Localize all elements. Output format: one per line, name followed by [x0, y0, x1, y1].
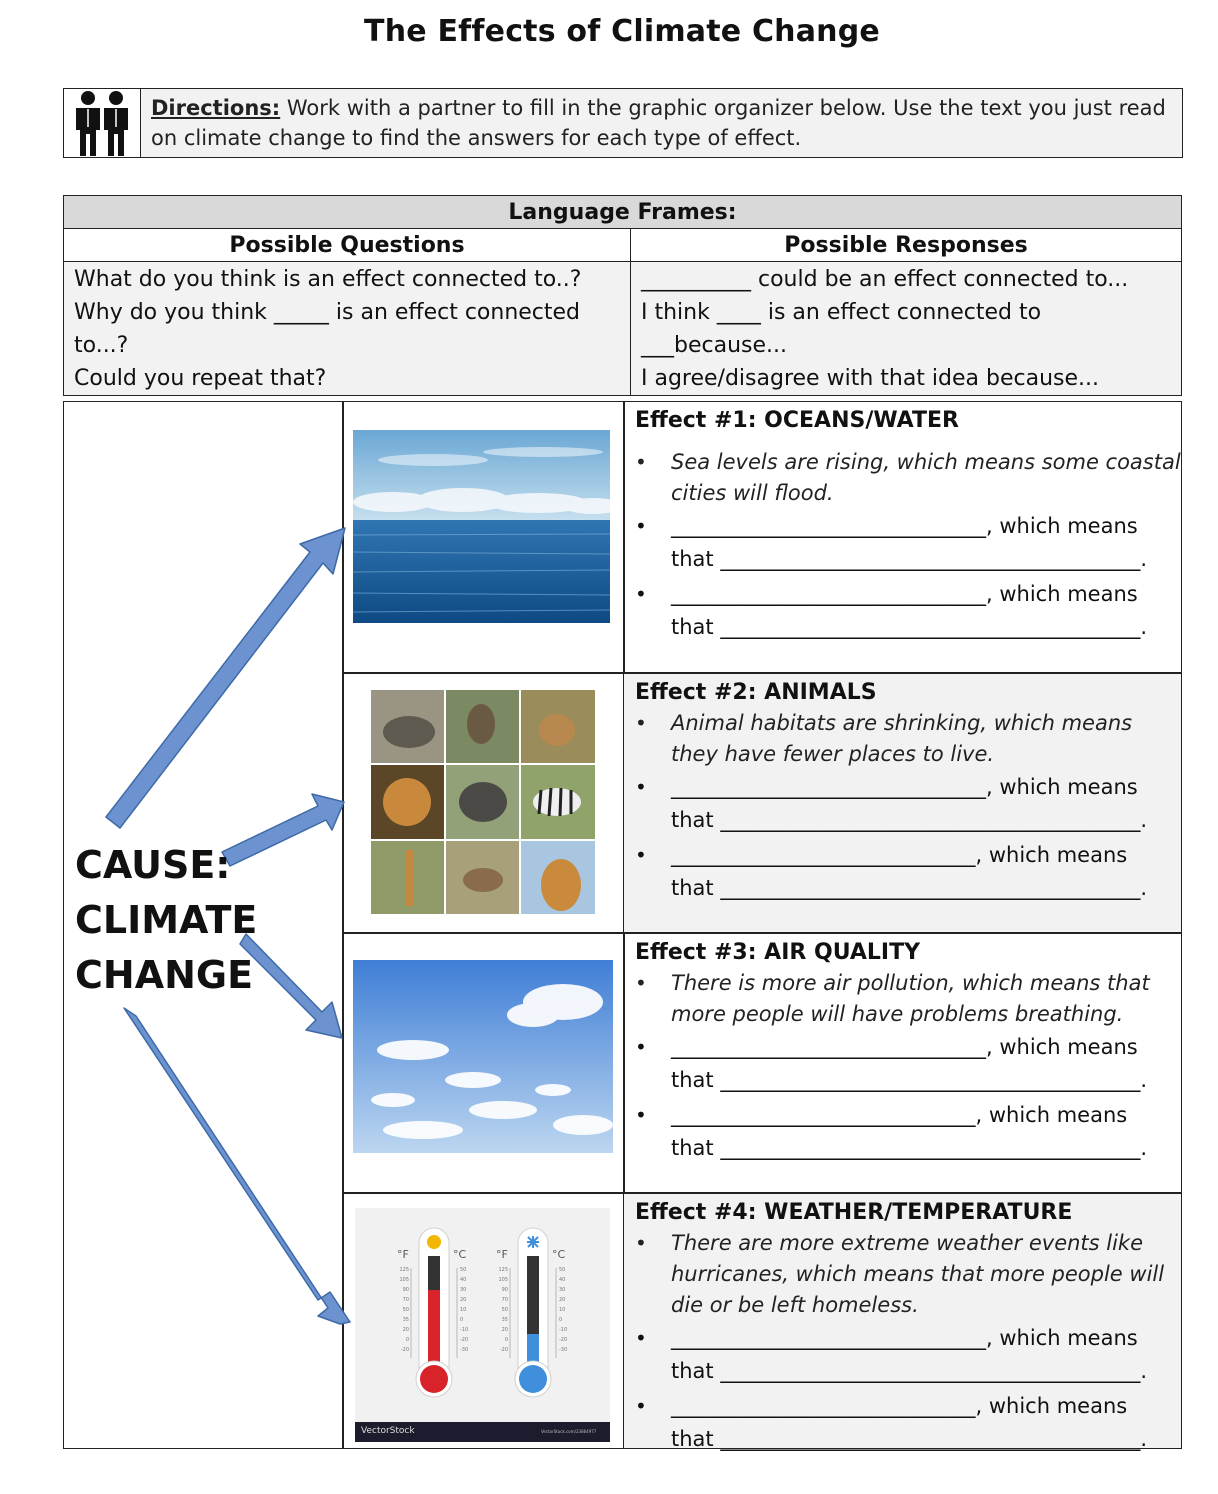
- scale-tick: 20: [402, 1327, 409, 1333]
- scale-tick: -10: [460, 1327, 469, 1333]
- effect-blank: • ______________________________, which means that ________________________________________.: [624, 772, 1181, 836]
- scale-tick: 40: [460, 1277, 467, 1283]
- effect-blank: • ______________________________, which means that ________________________________________.: [624, 1323, 1181, 1387]
- effect-title: Effect #4: WEATHER/TEMPERATURE: [635, 1200, 1073, 1225]
- scale-tick: 0: [504, 1337, 508, 1343]
- scale-tick: 10: [559, 1307, 566, 1313]
- scale-tick: 30: [559, 1287, 566, 1293]
- effect-example: • There are more extreme weather events like hurricanes, which means that more people will die or be left homeless.: [624, 1228, 1181, 1321]
- question-line: What do you think is an effect connected to..?: [74, 267, 582, 292]
- scale-tick: 20: [559, 1297, 566, 1303]
- questions-header: Possible Questions: [64, 229, 631, 262]
- scale-tick: 125: [399, 1267, 409, 1273]
- scale-tick: 50: [559, 1267, 566, 1273]
- effect-blank: • _____________________________, which means that ________________________________________.: [624, 1100, 1181, 1164]
- scale-tick: 105: [498, 1277, 508, 1283]
- scale-tick: 30: [460, 1287, 467, 1293]
- scale-tick: 40: [559, 1277, 566, 1283]
- scale-tick: 35: [402, 1317, 409, 1323]
- effect-blank: • ______________________________, which means that ________________________________________.: [624, 1032, 1181, 1096]
- cause-line: CLIMATE: [75, 898, 258, 942]
- scale-tick: 90: [402, 1287, 409, 1293]
- scale-tick: 70: [501, 1297, 508, 1303]
- responses-header: Possible Responses: [631, 229, 1182, 262]
- celsius-scale: [559, 1265, 577, 1355]
- effect-2: [624, 674, 1181, 932]
- page-title: The Effects of Climate Change: [364, 14, 880, 49]
- scale-tick: 70: [402, 1297, 409, 1303]
- scale-tick: 10: [460, 1307, 467, 1313]
- effect-1: [624, 402, 1181, 672]
- effect-blank: • ______________________________, which means that ________________________________________.: [624, 579, 1181, 643]
- scale-tick: 20: [460, 1297, 467, 1303]
- scale-tick: -30: [559, 1347, 568, 1353]
- effect-blank: • _____________________________, which means that ________________________________________.: [624, 1391, 1181, 1455]
- celsius-label: °C: [552, 1248, 566, 1261]
- arrow-to-oceans: [106, 528, 345, 828]
- scale-tick: -20: [559, 1337, 568, 1343]
- scale-tick: 0: [405, 1337, 409, 1343]
- scale-tick: 50: [402, 1307, 409, 1313]
- scale-tick: 0: [460, 1317, 464, 1323]
- cause-arrows: [0, 0, 400, 1494]
- response-line: I think ____ is an effect connected to ___because...: [641, 300, 1042, 358]
- scale-tick: 105: [399, 1277, 409, 1283]
- cause-line: CHANGE: [75, 953, 254, 997]
- scale-tick: 0: [559, 1317, 563, 1323]
- effect-title: Effect #3: AIR QUALITY: [635, 940, 921, 965]
- response-line: I agree/disagree with that idea because...: [641, 366, 1100, 391]
- arrow-to-weather: [124, 1008, 350, 1324]
- scale-tick: -30: [460, 1347, 469, 1353]
- watermark: VectorStock: [361, 1426, 415, 1436]
- scale-tick: 90: [501, 1287, 508, 1293]
- language-frames-heading: Language Frames:: [64, 196, 1182, 229]
- effect-blank: • ______________________________, which means that ________________________________________.: [624, 511, 1181, 575]
- scale-tick: 50: [460, 1267, 467, 1273]
- cause-line: CAUSE:: [75, 843, 231, 887]
- scale-tick: -10: [559, 1327, 568, 1333]
- responses-cell: [631, 262, 1182, 396]
- fahrenheit-label: °F: [496, 1248, 508, 1261]
- effect-title: Effect #1: OCEANS/WATER: [635, 408, 959, 433]
- watermark-id: VectorStock.com/23864977: [541, 1429, 597, 1434]
- scale-tick: -20: [400, 1347, 409, 1353]
- fahrenheit-label: °F: [397, 1248, 409, 1261]
- response-line: __________ could be an effect connected to...: [641, 267, 1129, 292]
- animals-image: [371, 690, 595, 914]
- scale-tick: -20: [499, 1347, 508, 1353]
- scale-tick: 125: [498, 1267, 508, 1273]
- effect-4: [624, 1194, 1181, 1451]
- fahrenheit-scale: [490, 1265, 508, 1355]
- directions-label: Directions:: [151, 96, 281, 120]
- effect-example: • Sea levels are rising, which means some coastal cities will flood.: [624, 447, 1181, 509]
- effect-title: Effect #2: ANIMALS: [635, 680, 877, 705]
- celsius-label: °C: [453, 1248, 467, 1261]
- scale-tick: 35: [501, 1317, 508, 1323]
- effect-blank: • _____________________________, which means that ________________________________________.: [624, 840, 1181, 904]
- celsius-scale: [460, 1265, 478, 1355]
- effect-example: • Animal habitats are shrinking, which means they have fewer places to live.: [624, 708, 1181, 770]
- scale-tick: 20: [501, 1327, 508, 1333]
- cause-label: [75, 838, 257, 1003]
- effect-3: [624, 934, 1181, 1192]
- question-line: Could you repeat that?: [74, 366, 327, 391]
- directions-body: Work with a partner to fill in the graphic organizer below. Use the text you just read on climate change to find the answers for each type of effect.: [151, 96, 1166, 150]
- scale-tick: 50: [501, 1307, 508, 1313]
- question-line: Why do you think _____ is an effect connected to...?: [74, 300, 581, 358]
- effect-example: • There is more air pollution, which means that more people will have problems breathing.: [624, 968, 1181, 1030]
- scale-tick: -20: [460, 1337, 469, 1343]
